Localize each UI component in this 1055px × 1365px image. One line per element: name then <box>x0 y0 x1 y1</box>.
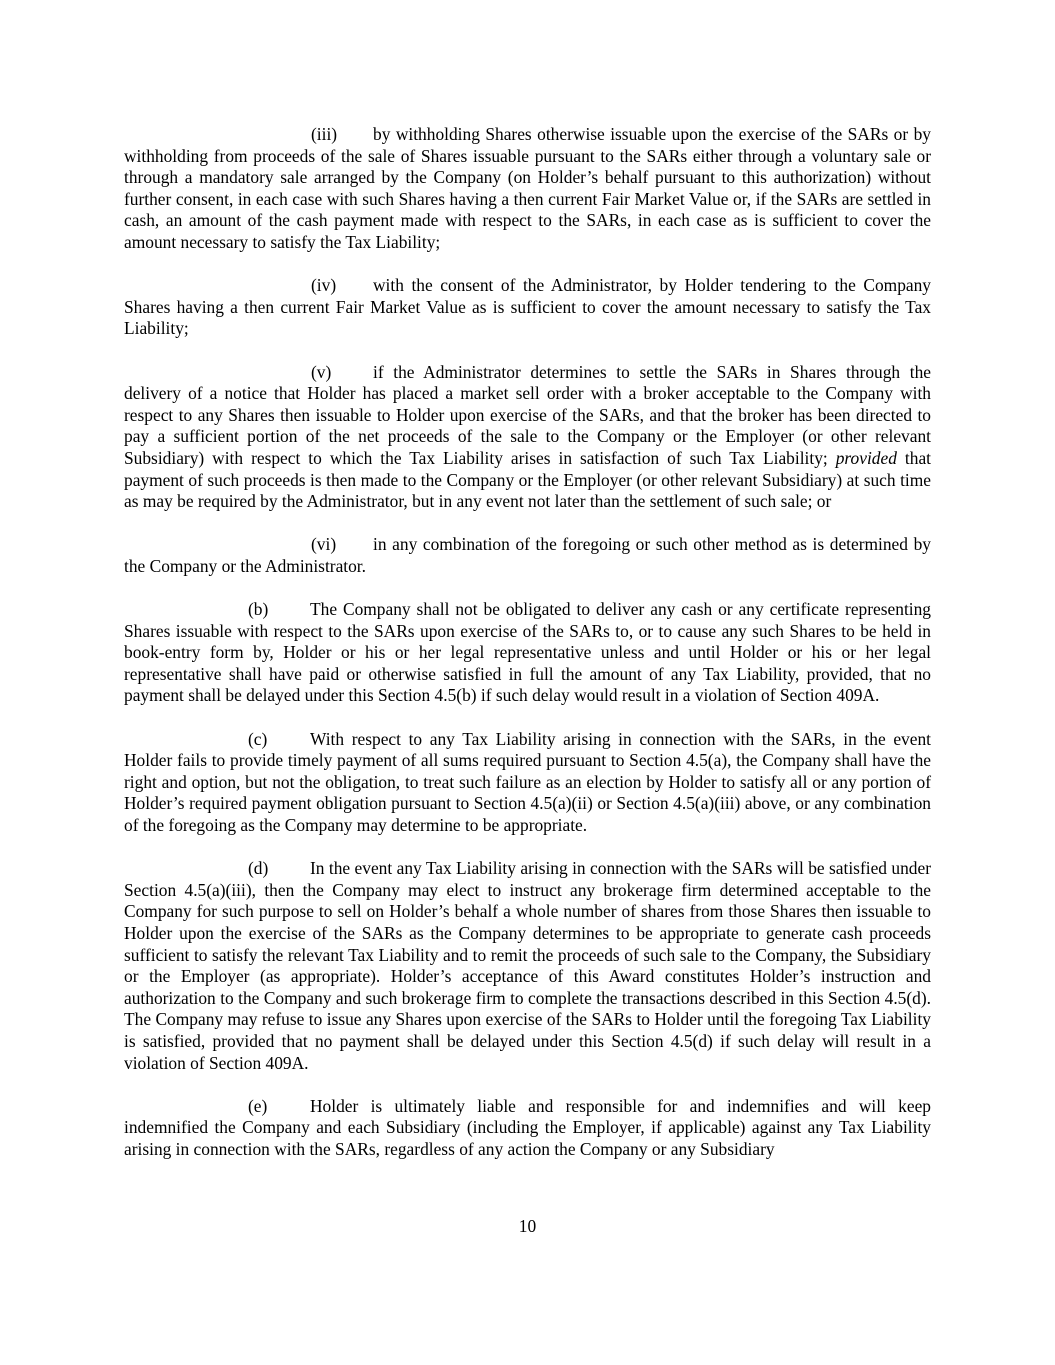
paragraph-number: (e) <box>248 1095 268 1116</box>
paragraph-number: (vi) <box>311 534 337 555</box>
paragraph-text: in any combination of the foregoing or such other method as is determined by the Company or the Administrator. <box>124 534 931 576</box>
paragraph-number: (iv) <box>311 275 337 296</box>
paragraph-text: The Company shall not be obligated to deliver any cash or any certificate representing Shares issuable with respect to the SARs upon exercise of the SARs to, or to cause any such Shares to be held in book-entry form by, Holder or his or her legal representative unless and until Holder or his or her legal representative shall have paid or otherwise satisfied in full the amount of any Tax Liability, provided, that no payment shall be delayed under this Section 4.5(b) if such delay would result in a violation of Section 409A. <box>124 599 931 706</box>
paragraph-e <box>124 1096 931 1161</box>
paragraph-text: with the consent of the Administrator, by Holder tendering to the Company Shares having a then current Fair Market Value as is sufficient to cover the amount necessary to satisfy the Tax Liability; <box>124 275 931 339</box>
paragraph-text: if the Administrator determines to settle the SARs in Shares through the delivery of a notice that Holder has placed a market sell order with a broker acceptable to the Company with respect to any Shares then issuable to Holder upon exercise of the SARs, and that the broker has been directed to pay a sufficient portion of the net proceeds of the sale to the Company or the Employer (or other relevant Subsidiary) with respect to which the Tax Liability arises in satisfaction of such Tax Liability; <box>124 361 931 468</box>
paragraph-v <box>124 362 931 513</box>
paragraph-vi <box>124 534 931 577</box>
paragraph-number: (v) <box>311 361 332 382</box>
paragraph-text-italic: provided <box>835 447 897 468</box>
paragraph-c <box>124 729 931 837</box>
paragraph-number: (d) <box>248 858 269 879</box>
paragraph-iv <box>124 275 931 340</box>
paragraph-number: (iii) <box>311 124 338 144</box>
document-body <box>124 124 931 1161</box>
paragraph-b <box>124 599 931 707</box>
paragraph-text: With respect to any Tax Liability arising in connection with the SARs, in the event Holder fails to provide timely payment of all sums required pursuant to Section 4.5(a), the Company shall have the right and option, but not the obligation, to treat such failure as an election by Holder to satisfy all or any portion of Holder’s required payment obligation pursuant to Section 4.5(a)(ii) or Section 4.5(a)(iii) above, or any combination of the foregoing as the Company may determine to be appropriate. <box>124 728 931 835</box>
page-number: 10 <box>518 1216 537 1236</box>
paragraph-iii <box>124 124 931 254</box>
paragraph-number: (c) <box>248 728 268 749</box>
paragraph-number: (b) <box>248 599 269 620</box>
paragraph-text: that payment of such proceeds is then made to the Company or the Employer (or other relevant Subsidiary) at such time as may be required by the Administrator, but in any event not later than the settlement of such sale; or <box>124 447 931 512</box>
paragraph-text: Holder is ultimately liable and responsible for and indemnifies and will keep indemnified the Company and each Subsidiary (including the Employer, if applicable) against any Tax Liability arising in connection with the SARs, regardless of any action the Company or any Subsidiary <box>124 1095 931 1159</box>
paragraph-d <box>124 858 931 1074</box>
paragraph-text: by withholding Shares otherwise issuable upon the exercise of the SARs or by withholding from proceeds of the sale of Shares issuable pursuant to the SARs either through a voluntary sale or through a mandatory sale arranged by the Company (on Holder’s behalf pursuant to this authorization) without further consent, in each case with such Shares having a then current Fair Market Value or, if the SARs are settled in cash, an amount of the cash payment made with respect to the SARs, in each case as is sufficient to cover the amount necessary to satisfy the Tax Liability; <box>124 124 931 252</box>
paragraph-text: In the event any Tax Liability arising in connection with the SARs will be satisfied under Section 4.5(a)(iii), then the Company may elect to instruct any brokerage firm determined acceptable to the Company for such purpose to sell on Holder’s behalf a whole number of shares from those Shares then issuable to Holder upon the exercise of the SARs as the Company determines to be appropriate to generate cash proceeds sufficient to satisfy the relevant Tax Liability and to remit the proceeds of such sale to the Company, the Subsidiary or the Employer (as appropriate). Holder’s acceptance of this Award constitutes Holder’s instruction and authorization to the Company and such brokerage firm to complete the transactions described in this Section 4.5(d). The Company may refuse to issue any Shares upon exercise of the SARs to Holder until the foregoing Tax Liability is satisfied, provided that no payment shall be delayed under this Section 4.5(d) if such delay will result in a violation of Section 409A. <box>124 858 931 1073</box>
